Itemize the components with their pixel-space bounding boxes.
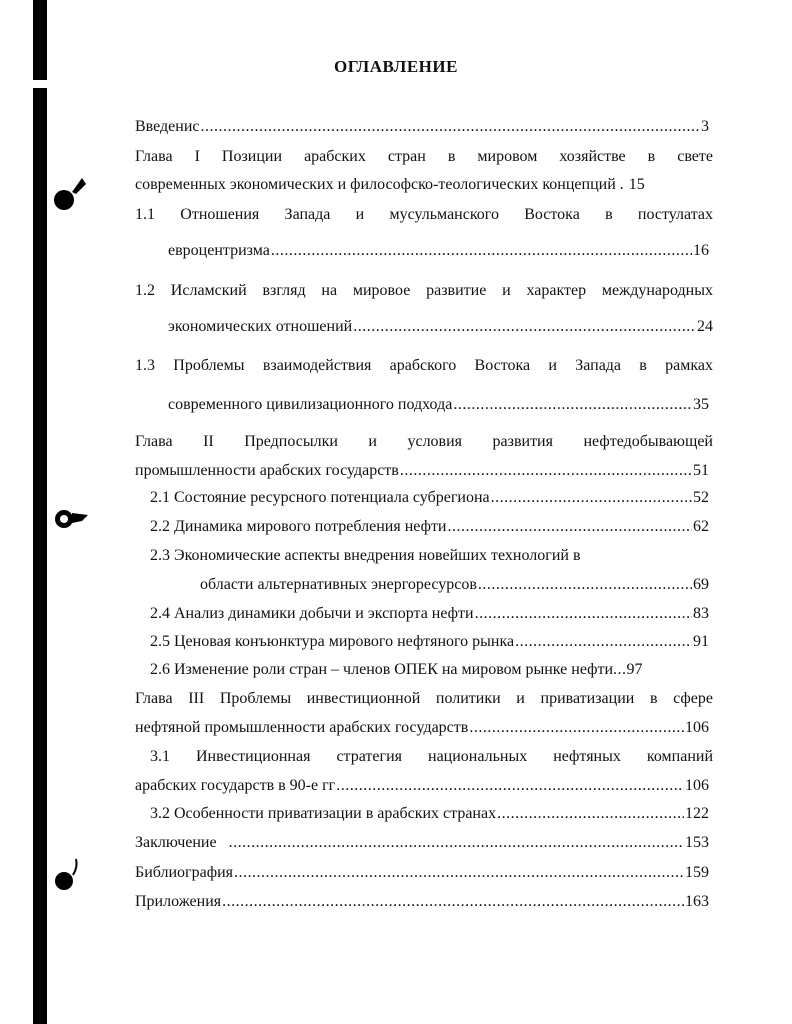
toc-page: 159	[685, 864, 709, 881]
binding-hole-icon	[52, 170, 92, 215]
toc-entry-chapter-2-line1: Глава II Предпосылки и условия развития нефтедобывающей	[135, 433, 713, 450]
toc-page: 153	[685, 834, 709, 851]
toc-label: Заключение	[135, 834, 217, 851]
toc-page: 35	[693, 396, 709, 413]
toc-label: нефтяной промышленности арабских государств	[135, 719, 469, 736]
toc-entry-1-2	[168, 317, 713, 337]
toc-entry-appendix	[135, 892, 709, 912]
toc-leader	[469, 718, 684, 738]
toc-entry-2-4	[150, 604, 709, 624]
toc-page: 106	[685, 777, 709, 794]
toc-page: 163	[685, 893, 709, 910]
toc-page: 62	[693, 518, 709, 535]
toc-entry-chapter-1	[135, 175, 713, 195]
toc-entry-chapter-1-line1: Глава I Позиции арабских стран в мировом хозяйстве в свете	[135, 148, 713, 165]
toc-entry-2-5	[150, 632, 709, 652]
toc-page: 122	[685, 805, 709, 822]
toc-entry-1-3-line1: 1.3 Проблемы взаимодействия арабского Востока и Запада в рамках	[135, 357, 713, 374]
toc-page: 51	[693, 462, 709, 479]
toc-label: 2.5 Ценовая конъюнктура мирового нефтяного рынка	[150, 633, 515, 650]
toc-label: 3.2 Особенности приватизации в арабских странах	[150, 805, 497, 822]
toc-leader	[453, 395, 692, 415]
toc-leader	[515, 632, 692, 652]
toc-leader	[229, 833, 684, 853]
toc-leader	[475, 604, 692, 624]
toc-label: 2.6 Изменение роли стран – членов ОПЕК на мировом рынке нефти	[150, 661, 614, 678]
toc-page: 69	[693, 576, 709, 593]
toc-label: 2.4 Анализ динамики добычи и экспорта нефти	[150, 605, 474, 622]
toc-leader	[336, 776, 684, 796]
toc-page: 97	[626, 661, 643, 678]
toc-entry-2-2	[150, 517, 709, 537]
toc-label: Введенис	[135, 118, 200, 135]
toc-page: 83	[693, 605, 709, 622]
toc-entry-chapter-3-line1: Глава III Проблемы инвестиционной политики и приватизации в сфере	[135, 690, 713, 707]
toc-page: 16	[693, 242, 709, 259]
toc-entry-1-3	[168, 395, 709, 415]
toc-label: 2.2 Динамика мирового потребления нефти	[150, 518, 447, 535]
toc-entry-3-1-line1: 3.1 Инвестиционная стратегия национальных нефтяных компаний	[150, 748, 713, 765]
toc-leader	[234, 863, 684, 883]
toc-label: евроцентризма	[168, 242, 270, 259]
toc-label: 2.1 Состояние ресурсного потенциала субрегиона	[150, 489, 490, 506]
toc-entry-conclusion	[135, 833, 709, 853]
toc-page: 24	[697, 318, 713, 335]
toc-leader	[400, 461, 692, 481]
toc-page: 106	[685, 719, 709, 736]
toc-label: Приложения	[135, 893, 222, 910]
toc-leader	[497, 804, 684, 824]
binding-hole-icon	[52, 505, 92, 533]
toc-leader	[491, 488, 692, 508]
toc-page: 52	[693, 489, 709, 506]
toc-label: современных экономических и философско-теологических концепций .	[135, 176, 624, 193]
toc-label: Библиография	[135, 864, 233, 881]
scan-edge-bar	[33, 88, 47, 1024]
toc-label: арабских государств в 90-е гг	[135, 777, 336, 794]
toc-entry-3-1	[135, 776, 709, 796]
toc-entry-2-1	[150, 488, 709, 508]
toc-page: 3	[701, 118, 709, 135]
toc-label: области альтернативных энергоресурсов	[200, 576, 477, 593]
toc-leader	[271, 241, 692, 261]
toc-label: промышленности арабских государств	[135, 462, 399, 479]
toc-leader	[201, 117, 701, 137]
toc-label: современного цивилизационного подхода	[168, 396, 453, 413]
toc-entry-chapter-2	[135, 461, 709, 481]
toc-entry-1-1-line1: 1.1 Отношения Запада и мусульманского Востока в постулатах	[135, 206, 713, 223]
toc-entry-2-6: 2.6 Изменение роли стран – членов ОПЕК на мировом рынке нефти ... 97	[150, 661, 643, 678]
toc-entry-intro	[135, 117, 709, 137]
toc-page: 15	[628, 176, 645, 193]
toc-entry-2-3-line1: 2.3 Экономические аспекты внедрения новейших технологий в	[150, 547, 581, 564]
page-title: ОГЛАВЛЕНИЕ	[334, 57, 458, 76]
binding-hole-icon	[52, 855, 92, 895]
toc-entry-3-2	[150, 804, 709, 824]
toc-leader	[448, 517, 693, 537]
toc-entry-2-3	[200, 575, 709, 595]
toc-label: экономических отношений	[168, 318, 353, 335]
toc-entry-1-1	[168, 241, 709, 261]
toc-leader	[222, 892, 684, 912]
toc-page: 91	[693, 633, 709, 650]
toc-leader	[353, 317, 696, 337]
toc-entry-1-2-line1: 1.2 Исламский взгляд на мировое развитие и характер международных	[135, 282, 713, 299]
toc-entry-bibliography	[135, 863, 709, 883]
toc-leader	[478, 575, 692, 595]
toc-entry-chapter-3	[135, 718, 709, 738]
